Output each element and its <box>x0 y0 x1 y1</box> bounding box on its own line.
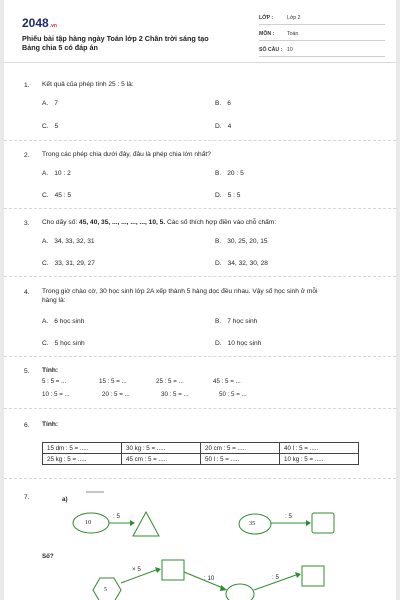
calc-item: 25 : 5 = ... <box>156 378 184 385</box>
option-text: 34, 33, 32, 31 <box>54 238 95 245</box>
worksheet-page <box>4 0 396 600</box>
option-letter: B. <box>215 100 222 107</box>
title-line-2: Bảng chia 5 có đáp án <box>22 43 98 52</box>
option-letter: B. <box>215 238 222 245</box>
question-number: 1. <box>24 82 30 89</box>
operation-label: × 5 <box>132 566 141 573</box>
option-text: 6 <box>227 100 231 107</box>
table-cell: 30 kg : 5 = ..... <box>122 443 201 454</box>
operation-label: : 5 <box>285 513 292 520</box>
table-cell: 45 cm : 5 = ..... <box>122 454 201 465</box>
text-line: Trong giờ chào cờ, 30 học sinh lớp 2A xếp thành 5 hàng dọc đều nhau. Vậy số học sinh ở mỗi <box>42 288 318 295</box>
question-number: 3. <box>24 220 30 227</box>
option-letter: C. <box>42 340 49 347</box>
operation-label: : 5 <box>272 574 279 581</box>
logo-ext: .vn <box>49 23 57 29</box>
question-text: Kết quả của phép tính 25 : 5 là: <box>42 81 134 88</box>
option-letter: B. <box>215 170 222 177</box>
calc-item: 10 : 5 = ... <box>42 391 70 398</box>
arrow-head <box>130 520 135 526</box>
option-letter: D. <box>215 340 222 347</box>
option-letter: D. <box>215 192 222 199</box>
question-label: Tính: <box>42 421 59 428</box>
option-text: 5 : 5 <box>227 192 241 199</box>
meta-key: LỚP : <box>259 15 274 21</box>
table-cell: 25 kg : 5 = ..... <box>43 454 122 465</box>
question-number: 5. <box>24 368 30 375</box>
question-label: Tính: <box>42 367 59 374</box>
text-line: hàng là: <box>42 297 66 304</box>
option-text: 6 học sinh <box>54 318 85 325</box>
table-cell: 20 cm : 5 = ..... <box>201 443 280 454</box>
question-number: 4. <box>24 289 30 296</box>
calc-item: 30 : 5 = ... <box>161 391 189 398</box>
option-letter: A. <box>42 100 49 107</box>
option-text: 34, 32, 30, 28 <box>227 260 268 267</box>
option-letter: A. <box>42 238 49 245</box>
option-text: 20 : 5 <box>227 170 244 177</box>
meta-value: 10 <box>287 47 293 53</box>
option-letter: A. <box>42 170 49 177</box>
option-text: 10 học sinh <box>227 340 262 347</box>
answer-oval[interactable] <box>226 584 254 600</box>
option-letter: C. <box>42 192 49 199</box>
answer-box[interactable] <box>312 513 334 533</box>
text-part: Cho dãy số: <box>42 219 80 226</box>
question-number: 7. <box>24 494 30 501</box>
option-text: 4 <box>227 123 232 130</box>
option-letter: C. <box>42 123 49 130</box>
title-line-1: Phiếu bài tập hàng ngày Toán lớp 2 Chân trời sáng tạo <box>22 34 209 43</box>
node-value: 35 <box>249 520 256 527</box>
calc-item: 15 : 5 = ... <box>99 378 127 385</box>
question-text: Trong các phép chia dưới đây, đâu là phép chia lớn nhất? <box>42 151 211 158</box>
logo-text: 2048 <box>22 16 49 30</box>
table-cell: 50 l : 5 = ..... <box>201 454 280 465</box>
table-cell: 15 dm : 5 = ..... <box>43 443 122 454</box>
question-number: 6. <box>24 422 30 429</box>
table-cell: 10 kg : 5 = ..... <box>280 454 359 465</box>
flow-diagrams <box>4 0 396 600</box>
label-so: Số? <box>42 553 54 560</box>
option-letter: B. <box>215 318 222 325</box>
option-letter: D. <box>215 123 222 130</box>
meta-key: MÔN : <box>259 31 275 37</box>
arrow-head <box>220 585 227 591</box>
meta-key: SỐ CÂU : <box>259 47 283 53</box>
calc-item: 50 : 5 = ... <box>219 391 247 398</box>
option-letter: C. <box>42 260 49 267</box>
arrow-head <box>306 520 311 526</box>
table-cell: 40 l : 5 = ..... <box>280 443 359 454</box>
answer-box[interactable] <box>162 560 184 580</box>
meta-value: Lớp 2 <box>287 15 301 21</box>
option-text: 7 <box>54 100 58 107</box>
calc-item: 20 : 5 = ... <box>102 391 130 398</box>
option-text: 45 : 5 <box>54 192 72 199</box>
node-value: 5 <box>104 586 108 593</box>
option-letter: A. <box>42 318 49 325</box>
option-letter: D. <box>215 260 222 267</box>
calc-item: 45 : 5 = ... <box>213 378 241 385</box>
meta-value: Toán <box>287 31 299 37</box>
option-text: 5 học sinh <box>54 340 85 347</box>
calc-item: 5 : 5 = ... <box>42 378 67 385</box>
text-part: Các số thích hợp điền vào chỗ chấm: <box>165 219 277 226</box>
answer-triangle[interactable] <box>133 512 159 536</box>
option-text: 33, 31, 29, 27 <box>54 260 95 267</box>
sequence-bold: 45, 40, 35, ..., ..., ..., ..., 10, 5. <box>79 219 166 226</box>
part-a-label: a) <box>62 496 68 503</box>
question-number: 2. <box>24 152 30 159</box>
answer-box[interactable] <box>302 566 324 586</box>
operation-label: : 10 <box>204 575 215 582</box>
operation-label: : 5 <box>113 513 120 520</box>
option-text: 10 : 2 <box>54 170 71 177</box>
node-value: 10 <box>85 519 92 526</box>
option-text: 30, 25, 20, 15 <box>227 238 268 245</box>
option-text: 5 <box>54 123 59 130</box>
option-text: 7 học sinh <box>227 318 258 325</box>
